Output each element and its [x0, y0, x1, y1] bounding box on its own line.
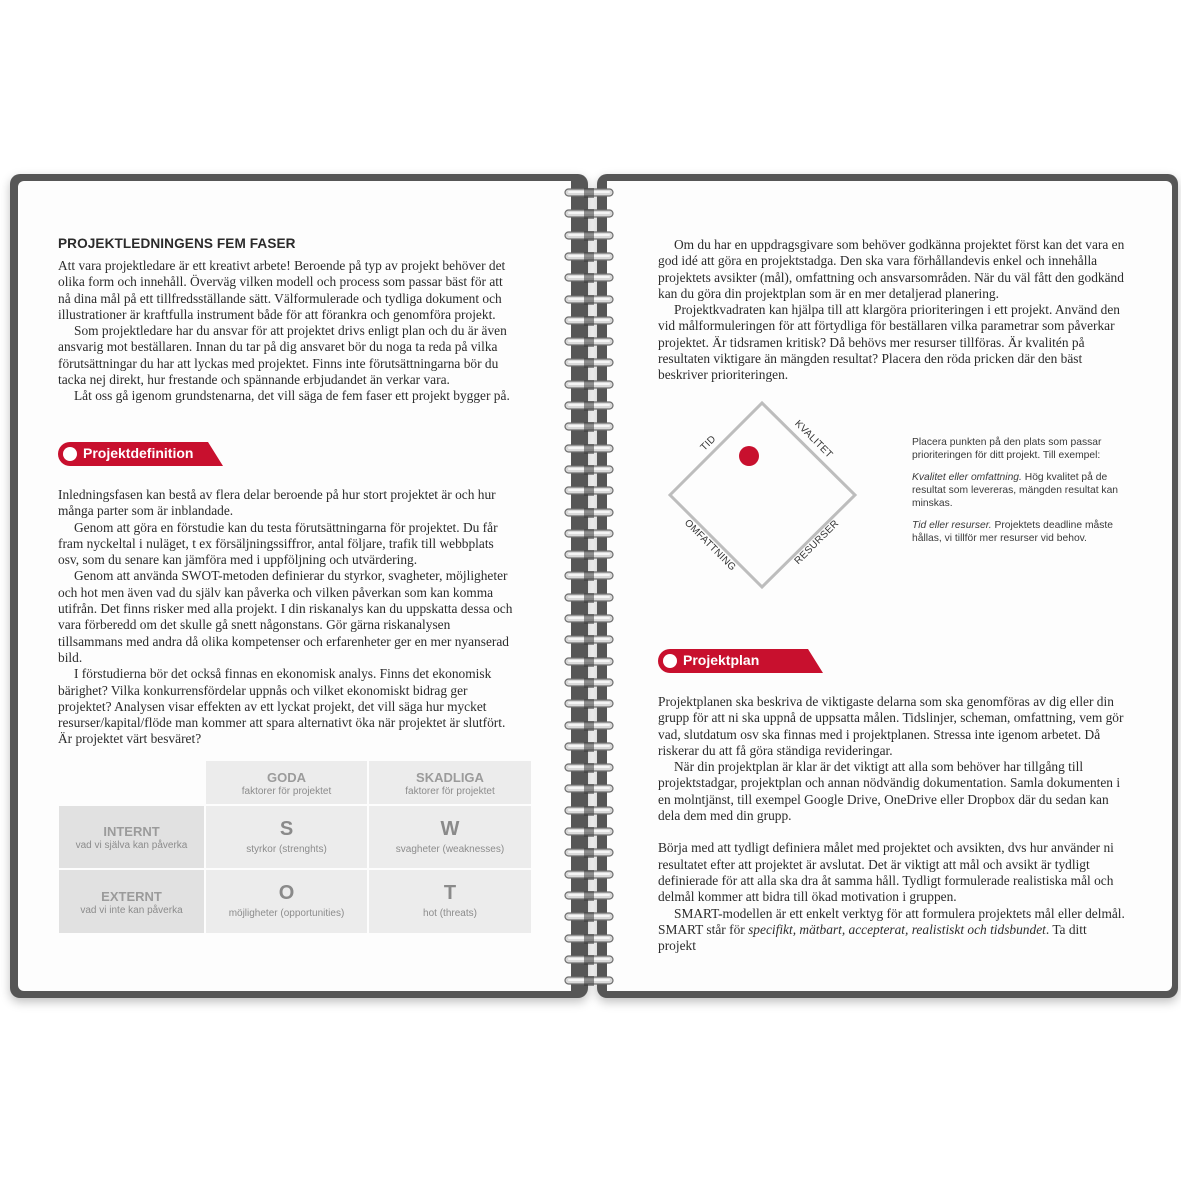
swot-row-title: EXTERNT [101, 889, 162, 904]
spiral-ring [564, 527, 614, 539]
spiral-ring [564, 782, 614, 794]
label-omfattning: OMFATTNING [682, 517, 738, 574]
section-paragraph: När din projektplan är klar är det viktigt att alla som behöver har tillgång till projektstadgar, projektplan och annan nödvändig dokumentation. Samla dokumenten i en molntjänst, till exempel Google Drive, OneDrive eller Dropbox där du sedan kan dela dem med din grupp. [658, 759, 1121, 824]
spiral-ring [564, 229, 614, 241]
spiral-ring [564, 804, 614, 816]
label-kvalitet: KVALITET [792, 418, 835, 461]
swot-cell-weaknesses [369, 806, 531, 868]
spiral-ring [564, 633, 614, 645]
swot-row-title: INTERNT [103, 824, 160, 839]
intro-text [58, 258, 513, 405]
spiral-ring [564, 548, 614, 560]
spiral-ring [564, 910, 614, 922]
diagram-square [670, 403, 855, 587]
swot-row-sub: vad vi inte kan påverka [80, 905, 183, 916]
page-title: PROJEKTLEDNINGENS FEM FASER [58, 236, 296, 251]
swot-row-internt [59, 806, 204, 868]
note-intro: Placera punkten på den plats som passar prioriteringen för ditt projekt. Till exempel: [912, 437, 1102, 461]
swot-row-externt [59, 870, 204, 933]
banner-label: Projektdefinition [83, 445, 194, 461]
section-paragraph: Genom att göra en förstudie kan du testa förutsättningarna för projektet. Du får fram nyckeltal i nuläget, t ex försäljningssiffror, antal följare, trafik till webbplats osv, som du senare kan jämföra med i uppföljning och utvärdering. [58, 519, 498, 568]
spiral-ring [564, 463, 614, 475]
intro-paragraph: Låt oss gå igenom grundstenarna, det vill säga de fem faser ett projekt bygger på. [74, 388, 510, 404]
spiral-ring [564, 484, 614, 496]
projektplan-text [658, 694, 1125, 954]
spiral-ring [564, 953, 614, 965]
swot-header-title: SKADLIGA [416, 770, 484, 785]
label-tid: TID [698, 433, 719, 454]
right-intro-text [658, 237, 1128, 384]
swot-letter: T [443, 882, 457, 904]
swot-cell-threats [369, 870, 531, 933]
spiral-ring [564, 442, 614, 454]
note-example-title: Tid eller resurser. [912, 520, 992, 531]
spiral-ring [564, 974, 614, 986]
spiral-ring [564, 399, 614, 411]
note-example-text: Projektets deadline måste hållas, vi tillför mer resurser vid behov. [912, 520, 1113, 544]
spiral-ring [564, 697, 614, 709]
spiral-ring [564, 655, 614, 667]
spiral-ring [564, 314, 614, 326]
section-paragraph: Projektplanen ska beskriva de viktigaste delarna som ska genomföras av dig eller din grupp för att ni ska uppnå de uppsatta målen. Tidslinjer, scheman, omfattning, vem gör vad, slutdatum osv ska finnas med i projektplanen. Stressa inte igenom arbetet. Då riskerar du att få göra ständiga revideringar. [658, 694, 1124, 758]
spiral-ring [564, 591, 614, 603]
intro-paragraph: Om du har en uppdragsgivare som behöver godkänna projektet först kan det vara en god idé att göra en projektstadga. Den ska vara förhållandevis enkel och innehålla projektets avsikter (mål), omfattning och ansvarsområden. När du väl fått den godkänd kan du göra din projektplan som är en mer detaljerad planering. [658, 237, 1125, 301]
section-paragraph: Genom att använda SWOT-metoden definierar du styrkor, svagheter, möjligheter och hot men även vad du själv kan påverka och vilken påverkan som kan komma utifrån. Det finns risker med alla projekt. I din riskanalys kan du uppskatta dessa och vara förberedd om det skulle gå snett någonstans. Gör gärna riskanalysen tillsammans med andra då olika kompetenser och erfarenheter ger en mer nyanserad bild. [58, 568, 513, 665]
intro-paragraph: Projektkvadraten kan hjälpa till att klargöra prioriteringen i ett projekt. Använd den vid målformuleringen för att förtydliga för beställaren vilka parametrar som påverkar projektet. Är tidsramen kritisk? Då behövs mer resurser tillföras. Är kvalitén på resultaten viktigare än mängden resultat? Placera den röda pricken där den bäst beskriver prioriteringen. [658, 302, 1120, 383]
swot-header-sub: faktorer för projektet [241, 786, 332, 797]
smart-line: SMART-modellen är ett enkelt verktyg för att formulera projektets mål eller delmål. [674, 905, 1125, 921]
spiral-ring [564, 420, 614, 432]
spiral-ring [564, 612, 614, 624]
note-example-text: Hög kvalitet på de resultat som levereras, mängden resultat kan minskas. [912, 472, 1119, 509]
section-paragraph: I förstudierna bör det också finnas en ekonomisk analys. Finns det ekonomisk bärighet? Vilka konkurrensfördelar uppnås och vilket ekonomiskt bidrag ger projektet? Analysen visar effekten av ett lyckat projekt, det vill säga hur mycket resurser/kapital/flöde man kommer att spara alternativt öka när projektet är slutfört. Är projektet värt besväret? [58, 666, 506, 747]
smart-line-em: specifikt, mätbart, accepterat, realistiskt och tidsbundet [748, 921, 1046, 937]
label-resurser: RESURSER [792, 518, 842, 567]
banner-label: Projektplan [683, 652, 760, 668]
spiral-ring [564, 506, 614, 518]
spiral-ring [564, 846, 614, 858]
swot-cell-strengths [206, 806, 367, 868]
spiral-ring [564, 335, 614, 347]
swot-header-title: GODA [267, 770, 306, 785]
spiral-ring [564, 868, 614, 880]
note-example-title: Kvalitet eller omfattning. [912, 472, 1022, 483]
spiral-ring [564, 761, 614, 773]
spiral-ring [564, 676, 614, 688]
spiral-ring [564, 250, 614, 262]
smart-line-post: . Ta ditt projekt [658, 921, 1087, 954]
spiral-ring [564, 378, 614, 390]
swot-cell-opportunities [206, 870, 367, 933]
swot-header-sub: faktorer för projektet [405, 786, 495, 797]
section-banner-projektplan [658, 649, 823, 673]
swot-cell-label: svagheter (weaknesses) [395, 844, 505, 855]
swot-cell-label: styrkor (strenghts) [246, 844, 327, 855]
spiral-ring [564, 719, 614, 731]
spiral-ring [564, 889, 614, 901]
intro-paragraph: Att vara projektledare är ett kreativt arbete! Beroende på typ av projekt behöver det olika form och innehåll. Överväg vilken modell och process som passar bäst för att nå dina mål på ett tillfredsställande sätt. Välformulerade och tydliga dokument och illustrationer är kraftfulla instrument både för att förankra och genomföra projekt. [58, 258, 506, 322]
project-square-diagram [660, 395, 865, 600]
spiral-ring [564, 825, 614, 837]
spiral-ring [564, 740, 614, 752]
swot-letter: O [278, 882, 295, 904]
spiral-ring [564, 356, 614, 368]
section-text [58, 487, 516, 748]
section-paragraph: Inledningsfasen kan bestå av flera delar beroende på hur stort projektet är och hur många parter som är inblandade. [58, 487, 496, 519]
spiral-ring [564, 207, 614, 219]
swot-cell-label: möjligheter (opportunities) [228, 908, 345, 919]
smart-paragraph [658, 906, 1125, 955]
swot-header-goda [206, 761, 367, 804]
swot-header-skadliga [369, 761, 531, 804]
swot-row-sub: vad vi själva kan påverka [75, 840, 188, 851]
spiral-ring [564, 186, 614, 198]
smart-line-pre: SMART står för [658, 921, 749, 937]
spiral-ring [564, 271, 614, 283]
swot-letter: S [279, 818, 294, 840]
section-banner-projektdefinition [58, 442, 223, 466]
diagram-note [912, 436, 1127, 554]
section-paragraph: Börja med att tydligt definiera målet med projektet och avsikten, dvs hur använder ni resultatet efter att projektet är avslutat. Det är viktigt att mål och avsikt är tydligt definierade för att alla ska dra åt samma håll. Tydligt formulerade realistiska mål och delmål kommer att bidra till ökad motivation i gruppen. [658, 840, 1114, 905]
intro-paragraph: Som projektledare har du ansvar för att projektet drivs enligt plan och du är även ansvarig mot beställaren. Innan du tar på dig ansvaret bör du noga ta reda på vilka förutsättningar du har att lyckas med projektet. Finns inte förutsättningarna bör du tacka nej direkt, hur frestande och spännande erbjudandet än verkar vara. [58, 323, 507, 388]
spiral-ring [564, 932, 614, 944]
note-example-2 [912, 519, 1127, 545]
spiral-ring [564, 569, 614, 581]
priority-dot[interactable] [739, 446, 759, 466]
swot-cell-label: hot (threats) [423, 908, 477, 919]
note-example-1 [912, 471, 1127, 510]
spiral-ring [564, 293, 614, 305]
swot-letter: W [440, 818, 460, 840]
